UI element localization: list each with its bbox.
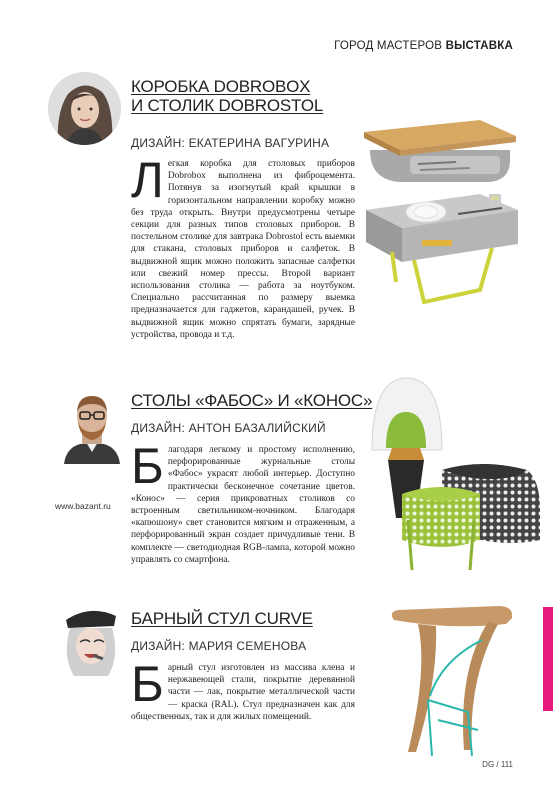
drop-cap: Б <box>131 656 164 712</box>
designer-website-link[interactable]: www.bazant.ru <box>55 501 111 511</box>
konos-fabos-tables-photo <box>362 370 542 580</box>
designer-credit: ДИЗАЙН: ЕКАТЕРИНА ВАГУРИНА <box>131 136 330 150</box>
drop-cap: Б <box>131 438 164 494</box>
designer-portrait-semenova <box>60 606 122 680</box>
article-text: арный стул изготовлен из массива клена и нержавеющей стали, покрытие деревянной части — лак, покрытие металлической части — краска (RAL). Стул предназначен как для общественных, так и для жилых помещений. <box>131 663 355 722</box>
dobrobox-box-photo <box>360 110 520 190</box>
article-text: лагодаря легкому и простому исполнению, перфорированные журнальные столы «Фабос» украсят любой интерьер. Доступно практически бесконечное сочетание цветов. «Конос» — серия прикроватных столиков со встроенным светильником-ночником. Благодаря «капюшону» свет становится мягким и отраженным, а перфорированный экран создает причудливые тени. В комплекте — светодиодная RGB-лампа, которой можно управлять со смартфона. <box>131 445 355 565</box>
section-header <box>334 40 513 52</box>
article-body <box>131 656 355 723</box>
designer-portrait-bazaliyskiy <box>60 386 124 464</box>
article-title-line2: И СТОЛИК DOBROSTOL <box>131 96 324 115</box>
dobrostol-table-photo <box>362 190 522 310</box>
designer-credit: ДИЗАЙН: АНТОН БАЗАЛИЙСКИЙ <box>131 421 326 435</box>
article-text: егкая коробка для столовых приборов Dobrobox выполнена из фиброцемента. Потянув за изогнутый край крышки в горизонтальном направлении коробку можно без труда открыть. Внутри предусмотрены четыре секции для разных типов столовых приборов. В постельном столике для завтрака Dobrostol есть выемки для стакана, столовых приборов и салфеток. В выдвижной ящик можно положить запасные салфетки или свежий номер прессы. Второй вариант использования столика — работа за ноутбуком. Специально рассчитанная по размеру выемка предназначается для гаджетов, карандашей, ручек. В выдвижной ящик можно спрятать бумаги, зарядные устройства, провода и т.д. <box>131 159 355 340</box>
drop-cap: Л <box>131 152 164 208</box>
designer-portrait-vagurina <box>48 72 121 145</box>
article-title-fabos: СТОЛЫ «ФАБОС» И «КОНОС» <box>131 391 373 410</box>
curve-bar-stool-photo <box>378 600 528 760</box>
section-color-tab <box>543 607 553 711</box>
section-name: ГОРОД МАСТЕРОВ <box>334 40 443 52</box>
article-body <box>131 438 355 566</box>
designer-credit: ДИЗАЙН: МАРИЯ СЕМЕНОВА <box>131 639 307 653</box>
subsection-name: ВЫСТАВКА <box>445 40 513 52</box>
article-body <box>131 152 355 341</box>
article-title-line1: КОРОБКА DOBROBOX <box>131 77 311 96</box>
article-title-curve: БАРНЫЙ СТУЛ CURVE <box>131 609 313 628</box>
article-title-dobrobox <box>131 77 323 115</box>
page-folio: DG / 111 <box>482 760 513 769</box>
